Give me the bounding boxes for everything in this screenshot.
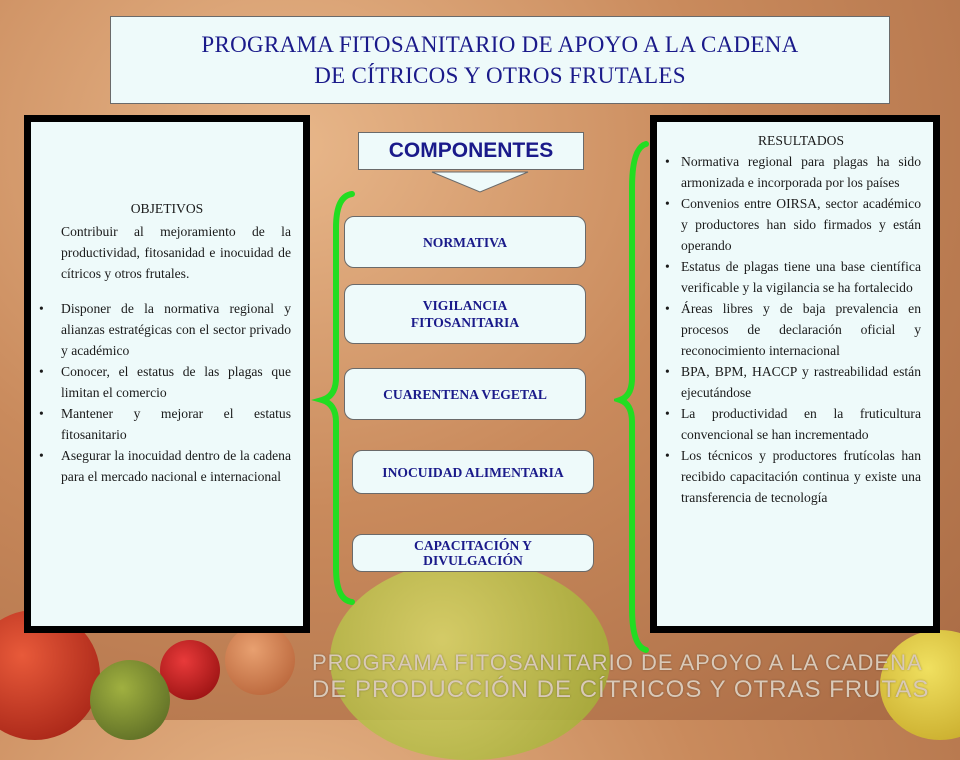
page-title <box>110 16 890 104</box>
title-line-1: PROGRAMA FITOSANITARIO DE APOYO A LA CADENA <box>201 32 799 57</box>
result-item: • Estatus de plagas tiene una base científica verificable y la vigilancia se ha fortalecido <box>681 256 921 298</box>
result-item: • Los técnicos y productores frutícolas han recibido capacitación continua y existe una transferencia de tecnología <box>681 445 921 508</box>
title-line-2: DE CÍTRICOS Y OTROS FRUTALES <box>314 63 686 88</box>
results-panel <box>650 115 940 633</box>
component-capacitacion-divulgacion[interactable]: CAPACITACIÓN Y DIVULGACIÓN <box>352 534 594 572</box>
result-item: • Áreas libres y de baja prevalencia en procesos de declaración oficial y reconocimiento internacional <box>681 298 921 361</box>
component-inocuidad-alimentaria[interactable]: INOCUIDAD ALIMENTARIA <box>352 450 594 494</box>
objectives-heading: OBJETIVOS <box>130 201 204 216</box>
component-cuarentena-vegetal[interactable]: CUARENTENA VEGETAL <box>344 368 586 420</box>
footer-line-2: DE PRODUCCIÓN DE CÍTRICOS Y OTRAS FRUTAS <box>312 676 930 703</box>
objectives-intro: Contribuir al mejoramiento de la productividad, fitosanidad e inocuidad de cítricos y otros frutales. <box>61 224 291 281</box>
background-fruit-grape <box>225 625 295 695</box>
result-item: • Convenios entre OIRSA, sector académico y productores han sido firmados y están operando <box>681 193 921 256</box>
component-vigilancia-fitosanitaria[interactable]: VIGILANCIA FITOSANITARIA <box>344 284 586 344</box>
objective-item: • Asegurar la inocuidad dentro de la cadena para el mercado nacional e internacional <box>61 445 291 487</box>
down-arrow-icon <box>430 170 530 194</box>
components-heading: COMPONENTES <box>358 132 584 170</box>
results-heading: RESULTADOS <box>757 133 845 148</box>
objectives-panel <box>24 115 310 633</box>
result-item: • Normativa regional para plagas ha sido armonizada e incorporada por los países <box>681 151 921 193</box>
result-item: • BPA, BPM, HACCP y rastreabilidad están ejecutándose <box>681 361 921 403</box>
component-normativa[interactable]: NORMATIVA <box>344 216 586 268</box>
objective-item: • Conocer, el estatus de las plagas que limitan el comercio <box>61 361 291 403</box>
objectives-list <box>61 298 291 487</box>
result-item: • La productividad en la fruticultura convencional se han incrementado <box>681 403 921 445</box>
background-fruit-fig <box>90 660 170 740</box>
objective-item: • Mantener y mejorar el estatus fitosanitario <box>61 403 291 445</box>
objective-item: • Disponer de la normativa regional y alianzas estratégicas con el sector privado y académico <box>61 298 291 361</box>
results-list <box>681 151 921 508</box>
right-brace-icon <box>614 138 654 658</box>
footer-line-1: PROGRAMA FITOSANITARIO DE APOYO A LA CADENA <box>312 650 923 675</box>
